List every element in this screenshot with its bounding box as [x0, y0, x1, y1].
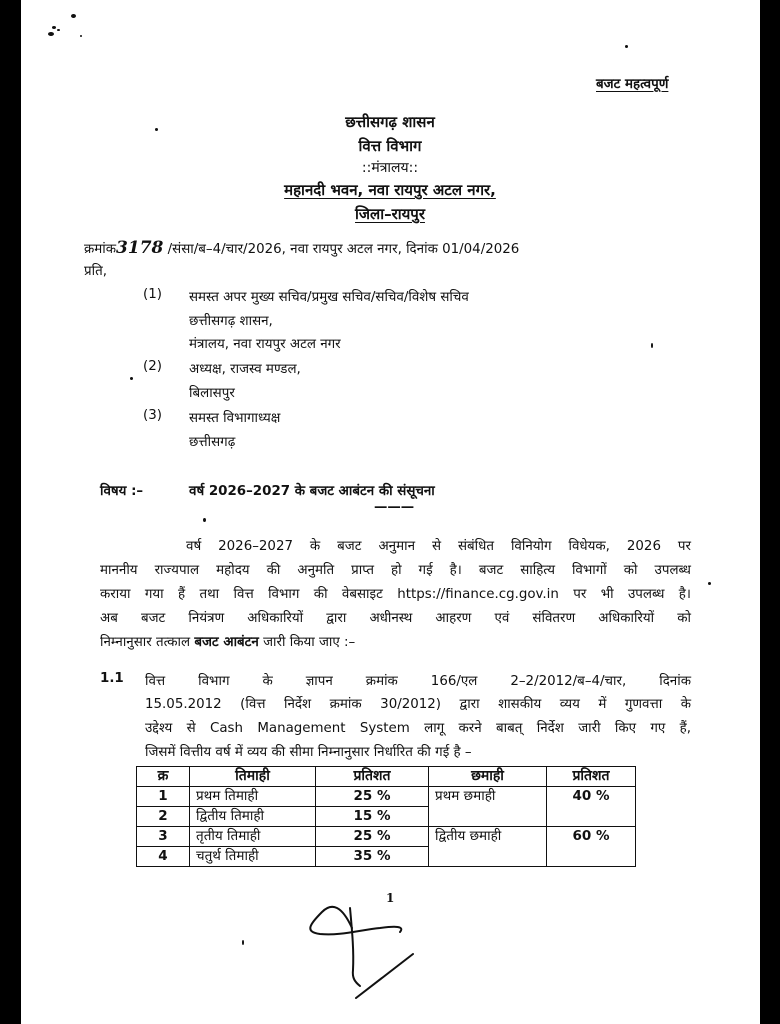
scan-speck [651, 343, 653, 348]
recipient-number: (2) [143, 359, 162, 374]
signature-initials [300, 890, 440, 1000]
half-percent: 60 % [547, 827, 636, 867]
scan-speck [52, 26, 56, 29]
recipient-line: बिलासपुर [189, 386, 235, 401]
half-percent: 40 % [547, 787, 636, 827]
quarter-percent: 15 % [316, 807, 429, 827]
quarter-name: द्वितीय तिमाही [190, 807, 316, 827]
half-name: प्रथम छमाही [429, 787, 547, 827]
table-header-row [137, 767, 636, 787]
recipient-line: समस्त अपर मुख्य सचिव/प्रमुख सचिव/सचिव/विशेष सचिव [189, 290, 469, 305]
quarter-percent: 25 % [316, 827, 429, 847]
scan-speck [625, 45, 628, 48]
quarter-percent: 25 % [316, 787, 429, 807]
reference-prefix: क्रमांक [84, 242, 117, 257]
quarter-name: चतुर्थ तिमाही [190, 847, 316, 867]
body-line: कराया गया हैं तथा वित्त विभाग की वेबसाइट https://finance.cg.gov.in पर भी उपलब्ध है। [100, 587, 691, 602]
recipient-number: (1) [143, 287, 162, 302]
scan-speck [708, 582, 711, 585]
ministry-label: ::मंत्रालय:: [361, 160, 419, 176]
reference-number-handwritten: 3178 [116, 238, 164, 258]
scan-speck [203, 518, 206, 522]
recipient-line: अध्यक्ष, राजस्व मण्डल, [189, 362, 301, 377]
department-name: वित्त विभाग [358, 137, 422, 155]
header-quarter-percent: प्रतिशत [316, 767, 429, 787]
subject-label: विषय :– [100, 484, 144, 499]
scan-speck [242, 940, 244, 945]
subject-rule: ——— [374, 500, 415, 515]
quarter-percent: 35 % [316, 847, 429, 867]
half-name: द्वितीय छमाही [429, 827, 547, 867]
quarter-name: तृतीय तिमाही [190, 827, 316, 847]
header-quarter: तिमाही [190, 767, 316, 787]
body-text: जारी किया जाए :– [258, 635, 356, 650]
quarter-no: 2 [137, 807, 190, 827]
recipient-number: (3) [143, 408, 162, 423]
recipient-line: समस्त विभागाध्यक्ष [189, 411, 281, 426]
table-row [137, 787, 636, 807]
body-line: माननीय राज्यपाल महोदय की अनुमति प्राप्त हो गई है। बजट साहित्य विभागों को उपलब्ध [100, 563, 691, 578]
quarter-no: 4 [137, 847, 190, 867]
reference-line [84, 238, 519, 258]
section-line: 15.05.2012 (वित्त निर्देश क्रमांक 30/2012) द्वारा शासकीय व्यय में गुणवत्ता के [145, 697, 691, 712]
recipient-line: मंत्रालय, नवा रायपुर अटल नगर [189, 337, 341, 352]
priority-mark: बजट महत्वपूर्ण [596, 77, 669, 92]
scan-speck [48, 32, 54, 36]
quarter-no: 1 [137, 787, 190, 807]
to-label: प्रति, [84, 264, 107, 279]
recipient-line: छत्तीसगढ़ शासन, [189, 314, 273, 329]
section-line: उद्देश्य से Cash Management System लागू करने बाबत् निर्देश जारी किए गए हैं, [145, 721, 691, 736]
section-line: वित्त विभाग के ज्ञापन क्रमांक 166/एल 2–2/2012/ब–4/चार, दिनांक [145, 674, 691, 689]
section-line: जिसमें वित्तीय वर्ष में व्यय की सीमा निम्नानुसार निर्धारित की गई है – [145, 745, 472, 760]
scan-speck [130, 377, 133, 380]
table-row [137, 827, 636, 847]
body-line: अब बजट नियंत्रण अधिकारियों द्वारा अधीनस्थ आहरण एवं संवितरण अधिकारियों को [100, 611, 691, 626]
header-half-percent: प्रतिशत [547, 767, 636, 787]
header-serial: क्र [137, 767, 190, 787]
scan-speck [80, 35, 82, 37]
scan-speck [71, 14, 76, 18]
office-district: जिला–रायपुर [355, 205, 425, 223]
scan-speck [57, 29, 60, 31]
body-text: निम्नानुसार तत्काल [100, 635, 195, 650]
section-number: 1.1 [100, 671, 124, 686]
government-name: छत्तीसगढ़ शासन [345, 113, 435, 131]
subject-text: वर्ष 2026–2027 के बजट आबंटन की संसूचना [189, 484, 435, 499]
recipient-line: छत्तीसगढ़ [189, 435, 236, 450]
header-half: छमाही [429, 767, 547, 787]
page-number: 1 [386, 891, 395, 905]
quarter-no: 3 [137, 827, 190, 847]
expenditure-split-table [136, 766, 636, 867]
quarter-name: प्रथम तिमाही [190, 787, 316, 807]
body-emphasis: बजट आबंटन [194, 635, 259, 650]
body-line: वर्ष 2026–2027 के बजट अनुमान से संबंधित विनियोग विधेयक, 2026 पर [186, 539, 691, 554]
reference-details: /संसा/ब–4/चार/2026, नवा रायपुर अटल नगर, दिनांक 01/04/2026 [167, 242, 520, 257]
office-address: महानदी भवन, नवा रायपुर अटल नगर, [284, 181, 496, 199]
body-line-last [100, 632, 355, 650]
